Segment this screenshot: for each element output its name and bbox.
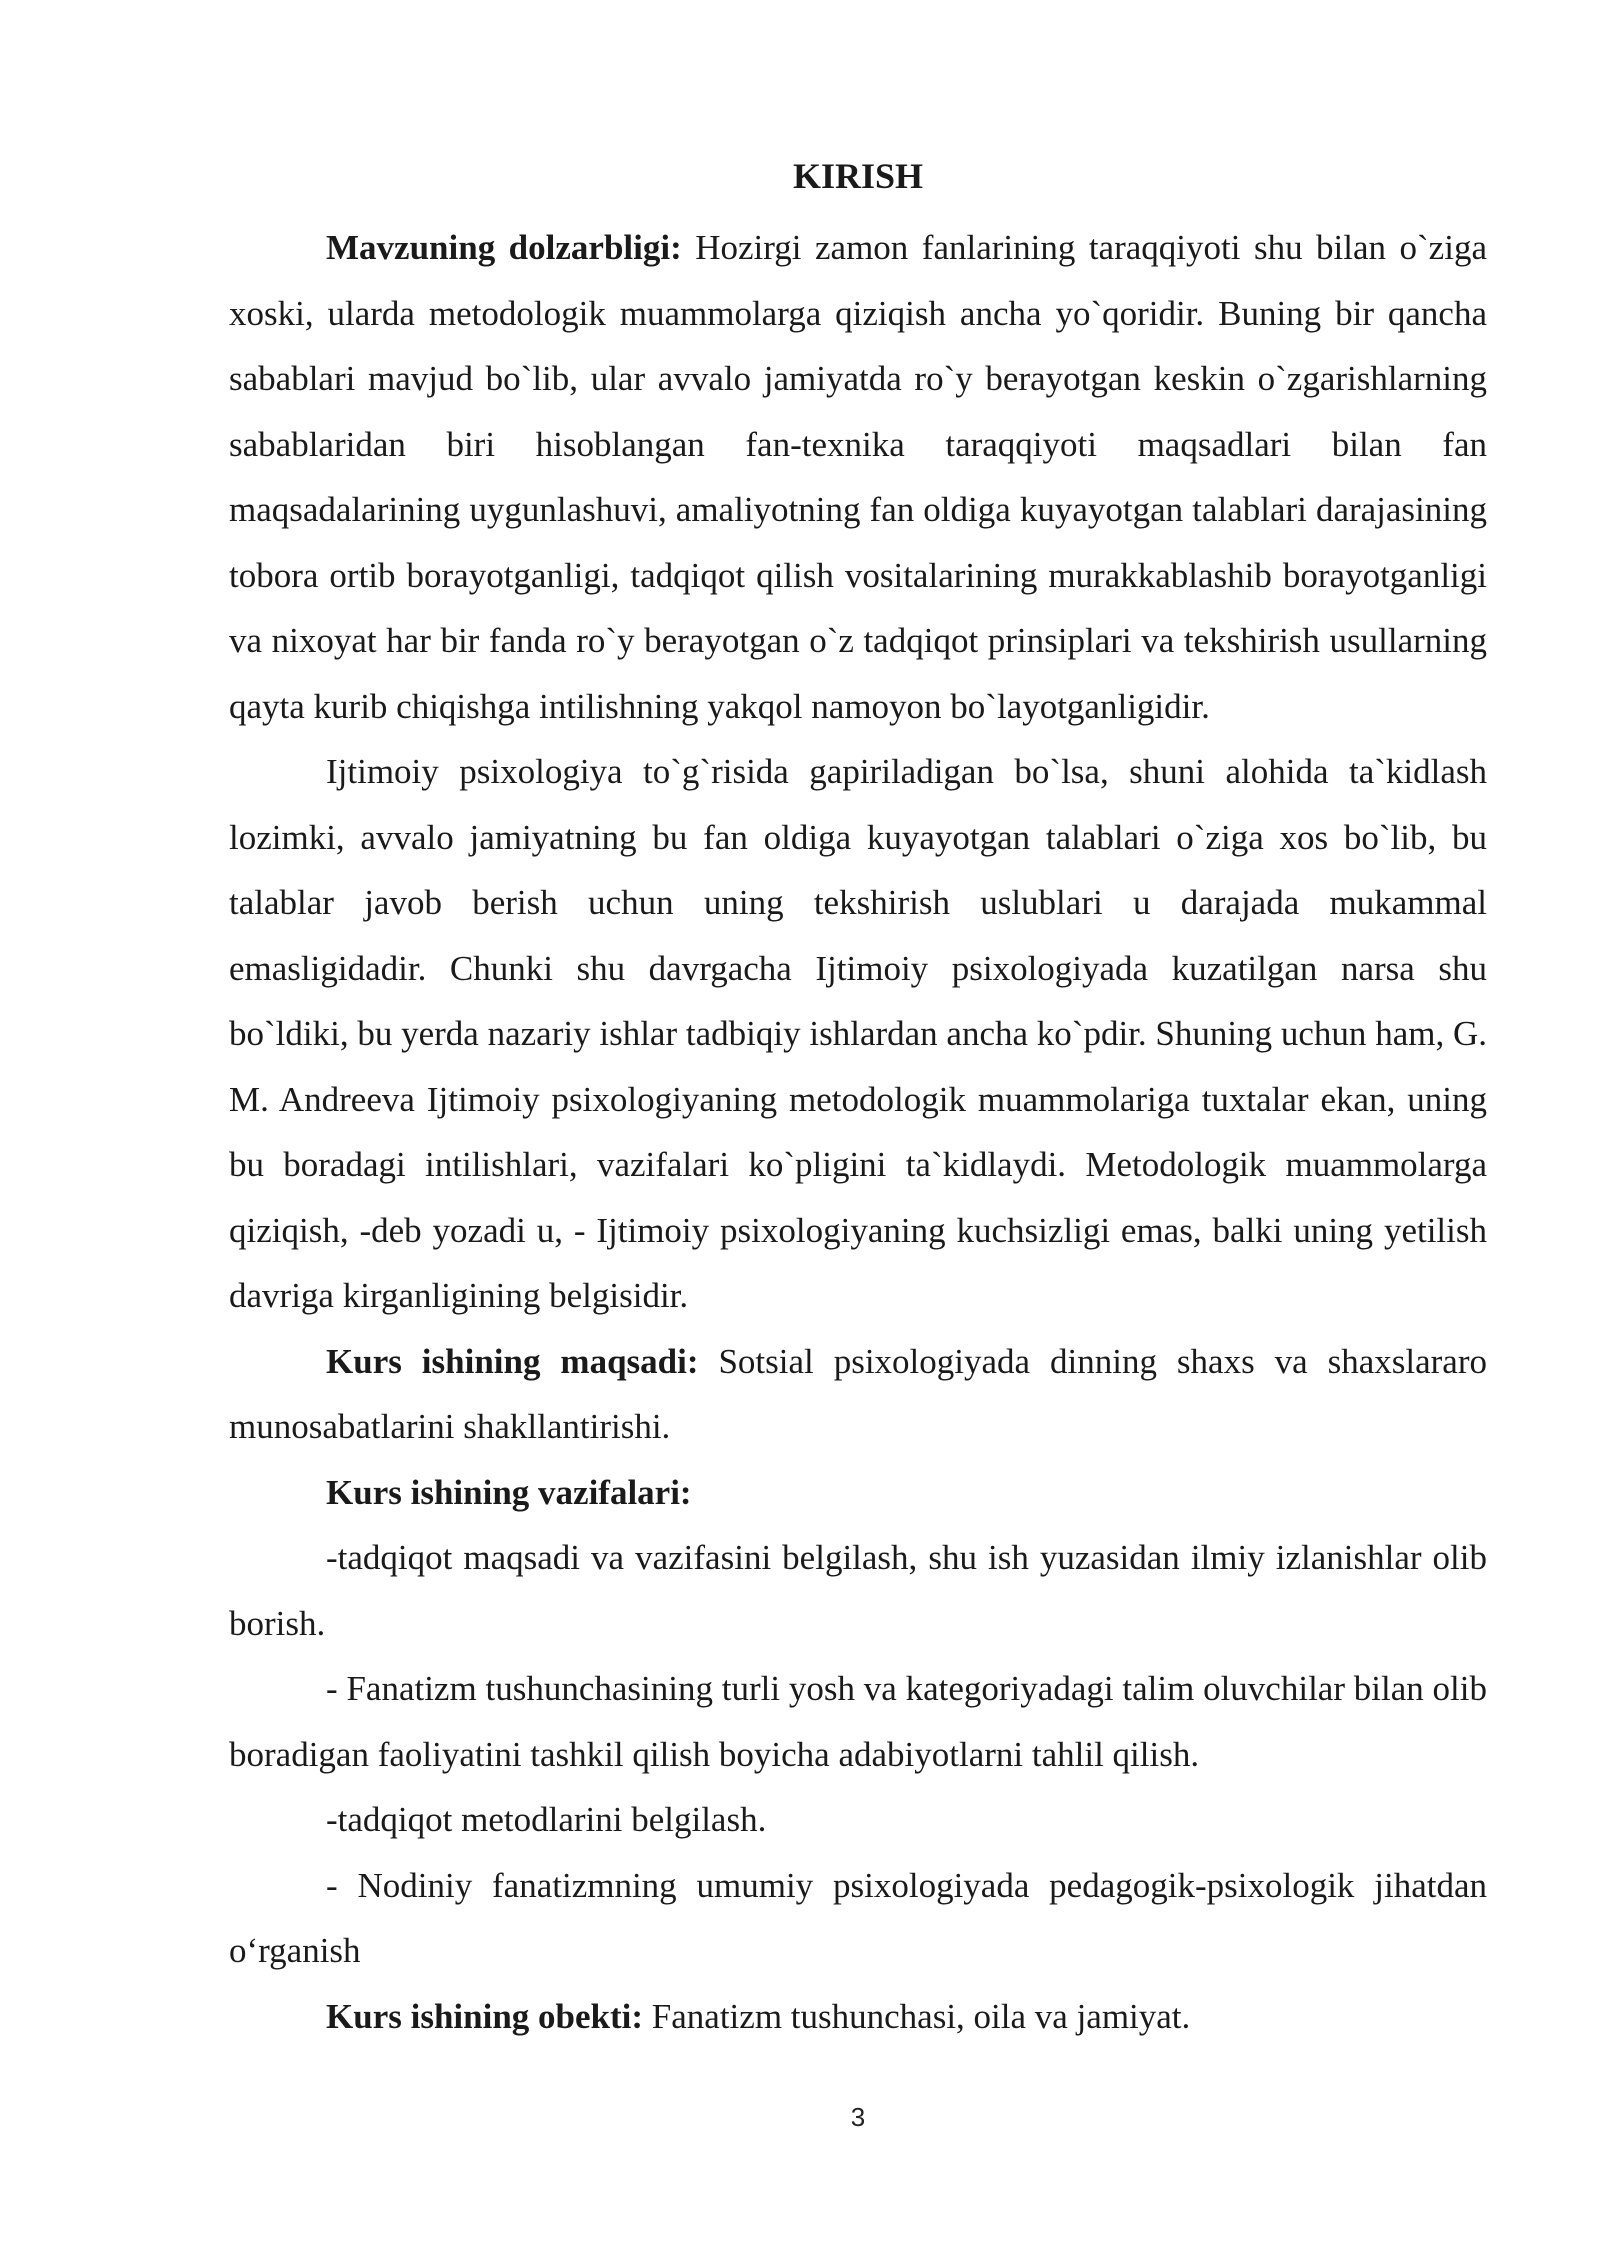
paragraph-relevance — [229, 215, 1487, 739]
paragraph-text: Hozirgi zamon fanlarining taraqqiyoti shu bilan o`ziga xoski, ularda metodologik muammolarga qiziqish ancha yo`qoridir. Buning bir qancha sabablari mavjud bo`lib, ular avvalo jamiyatda ro`y berayotgan keskin o`zgarishlarning sabablaridan biri hisoblangan fan-texnika taraqqiyoti maqsadlari bilan fan maqsadalarining uygunlashuvi, amaliyotning fan oldiga kuyayotgan talablari darajasining tobora ortib borayotganligi, tadqiqot qilish vositalarining murakkablashib borayotganligi va nixoyat har bir fanda ro`y berayotgan o`z tadqiqot prinsiplari va tekshirish usullarning qayta kurib chiqishga intilishning yakqol namoyon bo`layotganligidir. — [229, 228, 1487, 726]
paragraph-social-psychology — [229, 739, 1487, 1329]
paragraph-task-item — [229, 1525, 1487, 1656]
paragraph-lead: Kurs ishining vazifalari: — [326, 1472, 692, 1512]
document-title: KIRISH — [792, 156, 924, 196]
paragraph-lead: Kurs ishining obekti: — [326, 1996, 644, 2036]
document-page — [229, 150, 1487, 2049]
paragraph-tasks-heading — [229, 1460, 1487, 1526]
paragraph-object — [229, 1984, 1487, 2050]
paragraph-text: - Nodiniy fanatizmning umumiy psixologiyada pedagogik-psixologik jihatdan o‘rganish — [229, 1865, 1487, 1970]
page-number: 3 — [850, 2102, 866, 2132]
paragraph-text: -tadqiqot maqsadi va vazifasini belgilash, shu ish yuzasidan ilmiy izlanishlar olib borish. — [229, 1538, 1487, 1643]
paragraph-text: -tadqiqot metodlarini belgilash. — [326, 1800, 767, 1839]
paragraph-text: Sotsial psixologiyada dinning shaxs va shaxslararo munosabatlarini shakllantirishi. — [229, 1341, 1487, 1446]
paragraph-text: Ijtimoiy psixologiya to`g`risida gapiriladigan bo`lsa, shuni alohida ta`kidlash lozimki, avvalo jamiyatning bu fan oldiga kuyayotgan talablari o`ziga xos bo`lib, bu talablar javob berish uchun uning tekshirish uslublari u darajada mukammal emasligidadir. Chunki shu davrgacha Ijtimoiy psixologiyada kuzatilgan narsa shu bo`ldiki, bu yerda nazariy ishlar tadbiqiy ishlardan ancha ko`pdir. Shuning uchun ham, G. M. Andreeva Ijtimoiy psixologiyaning metodologik muammolariga tuxtalar ekan, uning bu boradagi intilishlari, vazifalari ko`pligini ta`kidlaydi. Metodologik muammolarga qiziqish, -deb yozadi u, - Ijtimoiy psixologiyaning kuchsizligi emas, balki uning yetilish davriga kirganligining belgisidir. — [229, 752, 1487, 1315]
paragraph-text: - Fanatizm tushunchasining turli yosh va kategoriyadagi talim oluvchilar bilan olib boradigan faoliyatini tashkil qilish boyicha adabiyotlarni tahlil qilish. — [229, 1669, 1487, 1774]
paragraph-lead: Kurs ishining maqsadi: — [326, 1341, 699, 1381]
paragraph-task-item — [229, 1853, 1487, 1984]
paragraph-task-item — [229, 1656, 1487, 1787]
paragraph-task-item — [229, 1787, 1487, 1853]
paragraph-text: Fanatizm tushunchasi, oila va jamiyat. — [643, 1996, 1191, 2036]
paragraph-goal — [229, 1329, 1487, 1460]
paragraph-lead: Mavzuning dolzarbligi: — [326, 228, 682, 267]
